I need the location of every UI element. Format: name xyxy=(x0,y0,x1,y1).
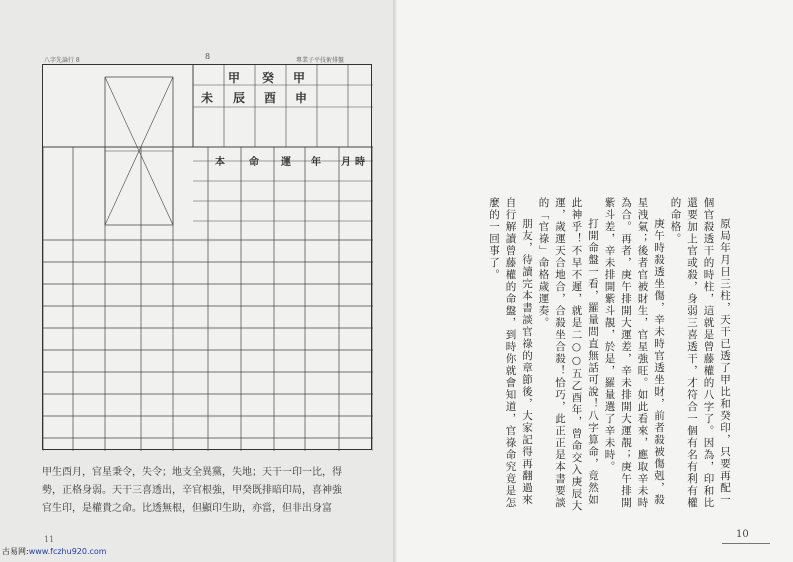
stem-2: 癸 xyxy=(262,71,275,85)
page-number-rule xyxy=(722,543,770,544)
column-label-4: 年 xyxy=(311,157,321,168)
left-page-header-title: 專業子平技術排盤 xyxy=(296,57,345,64)
chart-note-line: 官生印，是權貴之命。比透無根，但顯印生助，亦當，但非出身富 xyxy=(42,503,332,514)
right-page-number: 10 xyxy=(736,529,749,540)
bazi-chart-grid xyxy=(43,65,373,451)
chart-note-line: 勢，正格身弱。天干三喜透出，辛官根強，甲癸既排暗印局，喜神強 xyxy=(42,485,342,496)
site-watermark xyxy=(2,546,107,557)
chart-notes xyxy=(42,464,372,518)
watermark-prefix: 古易网: xyxy=(2,547,29,556)
chart-note-line: 甲生酉月，官星秉令，失令；地支全異黨，失地；天干一印一比，得 xyxy=(42,467,342,478)
right-page xyxy=(397,0,793,562)
column-label-5: 月 xyxy=(341,157,351,168)
branch-4: 申 xyxy=(295,91,308,105)
branch-1: 未 xyxy=(201,91,214,105)
bazi-chart xyxy=(42,64,372,450)
column-label-1: 本 xyxy=(215,157,225,168)
left-page-header: 八字先論行 8 xyxy=(44,57,80,64)
column-label-3: 運 xyxy=(281,157,291,168)
column-label-2: 命 xyxy=(249,157,259,168)
paragraph: 打開命盤一看，羅量問直無話可說！八字算命，竟然如此神乎！不早不遲，就是二○○五乙酉年，曾命交入庚辰大運，歲運天合地合，合殺坐合殺！恰巧，此正正是本書要談的「官祿」命格歲運奏。 xyxy=(537,197,599,512)
paragraph: 原局年月日三柱，天干已透了甲比和癸印，只要再配一個官殺透干的時柱，這就是曾藤權的八字了。因為，印和比還要加上官或殺，身弱三喜透干，才符合一個有名有利有權的命格。 xyxy=(669,197,731,509)
branch-2: 辰 xyxy=(233,91,246,105)
column-label-6: 時 xyxy=(355,157,365,168)
stem-3: 甲 xyxy=(293,71,306,85)
branch-3: 酉 xyxy=(264,91,277,105)
left-page-number: 11 xyxy=(44,535,55,544)
stem-1: 甲 xyxy=(228,71,241,85)
paragraph: 朋友，待讀完本書談官祿的章節後，大家記得再翻過來自行解讀曾藤權的命盤，到時你就會知道，官祿命究竟是怎麼的一回事了。 xyxy=(488,197,533,509)
left-page-header-number: 8 xyxy=(205,52,211,61)
vertical-body-text xyxy=(486,197,734,517)
watermark-url: www.fczhu920.com xyxy=(28,547,107,556)
paragraph: 庚午時殺透坐傷，辛未時官透坐財，前者殺被傷剋，殺星洩氣；後者官被財生，官星強旺。如此看來，應取辛未時為合。再者，庚午排開大運差，辛未排開大運靚；庚午排開紫斗差，辛未排開紫斗靚，於是，羅量選了辛未時。 xyxy=(603,197,665,509)
